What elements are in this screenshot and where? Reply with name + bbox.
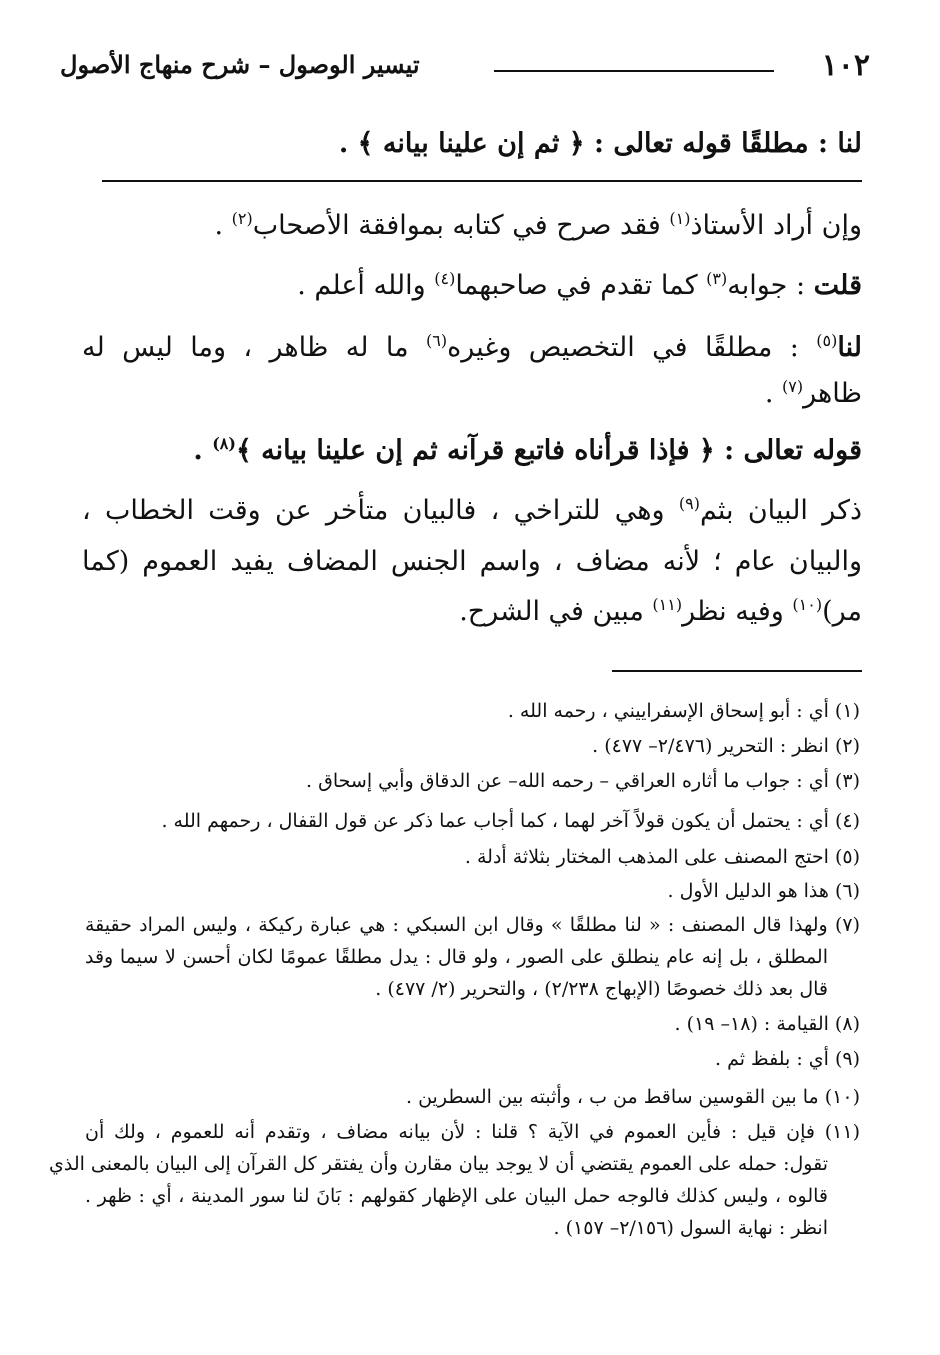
footnote-ref-2: (٢) [231, 209, 253, 228]
footnote-separator [612, 670, 862, 672]
text-segment: كما تقدم في صاحبهما [455, 270, 707, 301]
text-segment: ما له ظاهر ، وما ليس له [82, 332, 426, 363]
footnote-ref-9: (٩) [678, 494, 700, 513]
footnote-ref-4: (٤) [434, 269, 456, 288]
quran-verse: ﴿ ثم إن علينا بيانه ﴾ [357, 128, 585, 159]
text-segment: : جوابه [727, 270, 814, 301]
footnote-4: (٤) أي : يحتمل أن يكون قولاً آخر لهما ، كما أجاب عما ذكر عن قول القفال ، رحمهم الله . [161, 810, 860, 832]
footnote-ref-10: (١٠) [792, 595, 823, 614]
section-rule [102, 180, 862, 182]
running-title: تيسير الوصول – شرح منهاج الأصول [60, 50, 420, 79]
footnote-7-line-2: المطلق ، بل إنه عام ينطلق على الصور ، ولو قال : يدل مطلقًا عمومًا لكان أحسن لا سيما وقد [85, 946, 828, 968]
main-line-3 [297, 270, 862, 301]
footnote-8: (٨) القيامة : (١٨– ١٩) . [674, 1013, 860, 1035]
footnote-9: (٩) أي : بلفظ ثم . [715, 1048, 860, 1070]
text-segment: ظاهر [803, 378, 862, 409]
text-segment: وإن أراد الأستاذ [690, 210, 862, 241]
header-rule [494, 70, 774, 72]
footnote-6: (٦) هذا هو الدليل الأول . [667, 880, 860, 902]
main-line-9 [459, 596, 862, 627]
text-segment: مر) [822, 596, 862, 627]
text-segment: وهي للتراخي ، فالبيان متأخر عن وقت الخطاب ، [82, 495, 679, 526]
footnote-11-line-1: (١١) فإن قيل : فأين العموم في الآية ؟ قلنا : لأن بيانه مضاف ، وتقدم أنه للعموم ، ولك أن [85, 1121, 860, 1143]
main-line-1 [339, 128, 862, 159]
footnote-11-line-2: تقول: حمله على العموم يقتضي أن لا يوجد بيان مقارن وأن يفتقر كل القرآن إلى البيان بالمعنى الذي [48, 1153, 828, 1175]
footnote-10: (١٠) ما بين القوسين ساقط من ب ، وأثبته بين السطرين . [406, 1086, 860, 1108]
main-line-7 [82, 495, 862, 526]
footnote-ref-5: (٥) [816, 331, 838, 350]
footnote-11-line-4: انظر : نهاية السول (٢/١٥٦– ١٥٧) . [553, 1217, 828, 1239]
footnote-1: (١) أي : أبو إسحاق الإسفراييني ، رحمه الله . [507, 700, 860, 722]
footnote-7-line-3: قال بعد ذلك خصوصًا (الإبهاج ٢/٢٣٨) ، والتحرير (٢/ ٤٧٧) . [375, 978, 828, 1000]
verse-intro: لنا : مطلقًا قوله تعالى : [584, 128, 862, 159]
text-segment: مبين في الشرح. [459, 596, 653, 627]
main-line-2 [214, 210, 862, 241]
footnote-ref-3: (٣) [706, 269, 728, 288]
footnote-ref-7: (٧) [782, 377, 804, 396]
line-end: . [764, 378, 783, 409]
qult-label: قلت [813, 270, 862, 301]
page-header [60, 46, 870, 96]
main-line-4 [82, 332, 862, 363]
footnote-5: (٥) احتج المصنف على المذهب المختار بثلاثة أدلة . [464, 846, 860, 868]
footnote-ref-8: (٨) [212, 434, 236, 453]
lana-label: لنا [837, 332, 862, 363]
text-segment: : مطلقًا في التخصيص وغيره [447, 332, 817, 363]
line-end: . [193, 435, 213, 466]
text-segment: والله أعلم . [297, 270, 435, 301]
text-segment: والبيان عام ؛ لأنه مضاف ، واسم الجنس المضاف يفيد العموم (كما [82, 546, 862, 577]
quran-verse: ﴿ فإذا قرأناه فاتبع قرآنه ثم إن علينا بيانه ﴾ [235, 435, 715, 466]
main-line-6 [193, 435, 862, 466]
text-segment: ذكر البيان بثم [699, 495, 862, 526]
line-end: . [214, 210, 232, 241]
verse-intro: قوله تعالى : [714, 435, 862, 466]
page-number: ١٠٢ [821, 48, 870, 83]
main-line-5 [765, 378, 862, 409]
footnote-ref-6: (٦) [425, 331, 448, 350]
footnote-3: (٣) أي : جواب ما أثاره العراقي – رحمه الله– عن الدقاق وأبي إسحاق . [306, 770, 860, 792]
footnote-ref-11: (١١) [652, 595, 683, 614]
footnote-2: (٢) انظر : التحرير (٢/٤٧٦– ٤٧٧) . [592, 735, 860, 757]
line-end: . [338, 128, 358, 159]
footnote-11-line-3: قالوه ، وليس كذلك فالوجه حمل البيان على الإظهار كقولهم : بَانَ لنا سور المدينة ، أي : ظهر . [85, 1185, 828, 1207]
text-segment: فقد صرح في كتابه بموافقة الأصحاب [252, 210, 670, 241]
text-segment: وفيه نظر [682, 596, 793, 627]
footnote-7-line-1: (٧) ولهذا قال المصنف : « لنا مطلقًا » وقال ابن السبكي : هي عبارة ركيكة ، وليس المراد حقيقة [85, 914, 860, 936]
main-line-8 [82, 546, 862, 577]
footnote-ref-1: (١) [669, 209, 691, 228]
